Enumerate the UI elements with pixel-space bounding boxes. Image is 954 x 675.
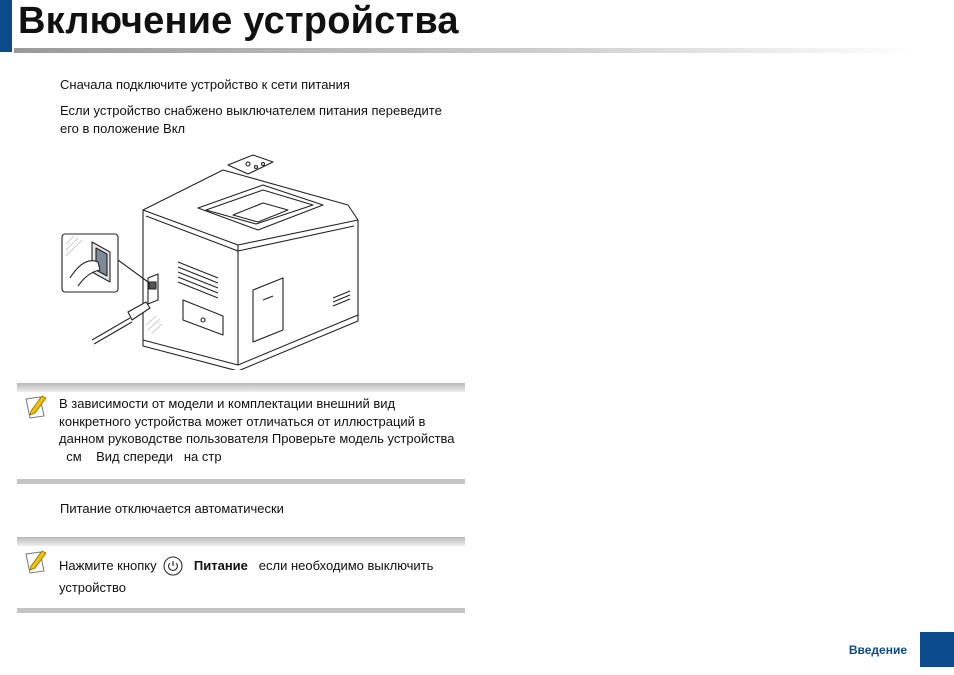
- note-2-top-border: [17, 537, 465, 546]
- note-1-line-3: данном руководстве пользователя Проверьте модель устройства: [59, 431, 455, 446]
- paragraph-power-switch-line-2: его в положение Вкл: [60, 121, 186, 136]
- note-1-bottom-border: [17, 479, 465, 484]
- note-1-line-4: см Вид спереди на стр: [59, 448, 222, 464]
- note-2-after-button: если необходимо выключить: [251, 558, 434, 573]
- footer-page-marker: [920, 632, 954, 667]
- paragraph-connect-power: Сначала подключите устройство к сети питания: [60, 77, 350, 92]
- note-pencil-icon: [24, 549, 48, 575]
- note-2-line-2: устройство: [59, 579, 126, 595]
- note-pencil-icon: [24, 394, 48, 420]
- page-title: Включение устройства: [18, 0, 459, 42]
- left-accent-bar: [0, 0, 12, 52]
- note-1-top-border: [17, 383, 465, 392]
- footer-section-label[interactable]: Введение: [848, 643, 907, 657]
- title-divider: [14, 48, 914, 53]
- paragraph-power-switch-line-1: Если устройство снабжено выключателем питания переведите: [60, 103, 442, 118]
- printer-power-switch-illustration: [58, 150, 368, 370]
- note-1-text: [59, 395, 464, 465]
- power-icon: [163, 556, 183, 576]
- note-2-text: [59, 557, 464, 596]
- paragraph-auto-power-off: Питание отключается автоматически: [60, 501, 284, 516]
- note-1-line-2: конкретного устройства может отличаться от иллюстраций в: [59, 413, 426, 429]
- note-1-line-1: В зависимости от модели и комплектации внешний вид: [59, 396, 396, 411]
- power-button-label: Питание: [193, 558, 248, 573]
- paragraph-power-switch: [60, 102, 470, 138]
- note-2-bottom-border: [17, 608, 465, 613]
- note-2-before-button: Нажмите кнопку: [59, 558, 157, 573]
